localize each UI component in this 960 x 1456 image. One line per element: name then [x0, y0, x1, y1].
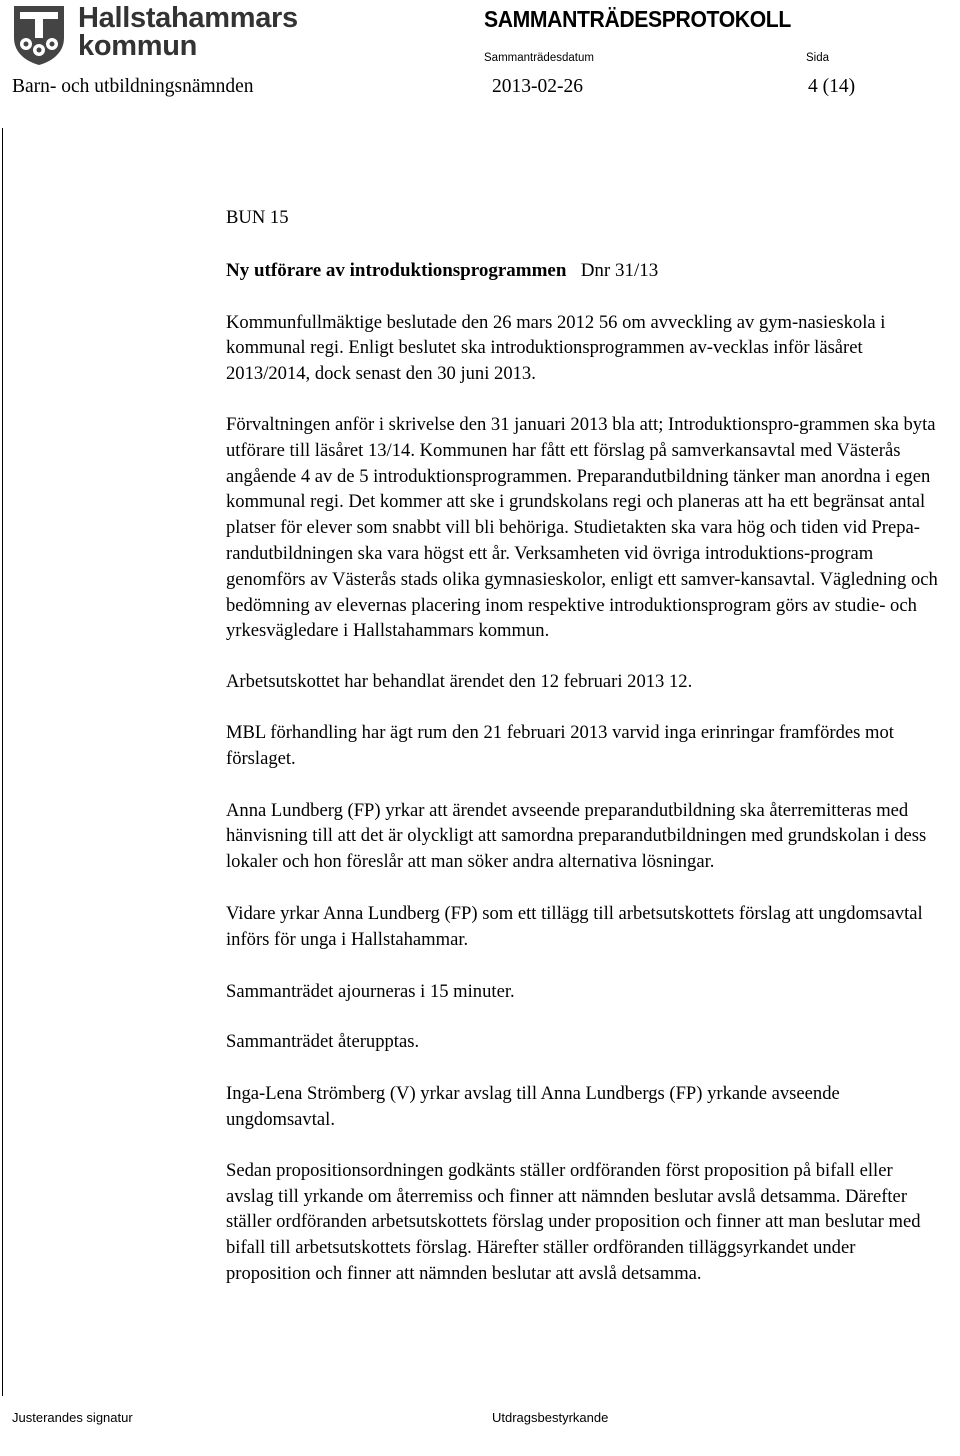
margin-rule	[2, 128, 3, 1396]
meeting-date: 2013-02-26	[492, 76, 583, 97]
logo-wordmark	[78, 4, 298, 60]
paragraph: Förvaltningen anför i skrivelse den 31 januari 2013 bla att; Introduktionspro-grammen ska byta utförare till läsåret 13/14. Kommunen har fått ett förslag på samverkansavtal med Västerås angående 4 av de 5 introduktionsprogrammen. Preparandutbildning tänker man anordna i egen kommunal regi. Det kommer att ske i grundskolans regi och planeras att ha ett begränsat antal platser för elever som snabbt vill bli behöriga. Studietakten ska vara hög och tiden vid Prepa-randutbildningen ska vara högst ett år. Verksamheten vid övriga introduktions-program genomförs av Västerås stads olika gymnasieskolor, enligt ett samver-kansavtal. Vägledning och bedömning av elevernas placering inom respektive introduktionsprogram görs av studie- och yrkesvägledare i Hallstahammars kommun.	[226, 413, 938, 642]
item-dnr: Dnr 31/13	[580, 259, 659, 281]
paragraph: Sedan propositionsordningen godkänts ställer ordföranden först proposition på bifall eller avslag till yrkande om återremiss och finner att nämnden beslutar avslå detsamma. Därefter ställer ordföranden arbetsutskottets förslag under proposition och finner att man beslutar med bifall till arbetsutskottets förslag. Härefter ställer ordföranden tilläggsyrkandet under proposition och finner att nämnden beslutar att avslå detsamma.	[226, 1159, 921, 1284]
municipality-logo	[10, 2, 298, 68]
coat-of-arms-icon	[10, 4, 68, 66]
footer-certification-label: Utdragsbestyrkande	[492, 1410, 609, 1425]
logo-line-1: Hallstahammars	[78, 2, 298, 34]
paragraph: Arbetsutskottet har behandlat ärendet den 12 februari 2013 12.	[226, 671, 693, 693]
footer-signature-label: Justerandes signatur	[12, 1410, 133, 1425]
logo-line-2: kommun	[78, 30, 198, 62]
paragraph: Anna Lundberg (FP) yrkar att ärendet avseende preparandutbildning ska återremitteras med hänvisning till att det är olyckligt att samordna preparandutbildningen med grundskolan i dess lokaler och hon föreslår att man söker andra alternativa lösningar.	[226, 799, 927, 873]
paragraph: Sammanträdet ajourneras i 15 minuter.	[226, 980, 515, 1002]
page-number: 4 (14)	[808, 76, 856, 97]
meeting-date-label: Sammanträdesdatum	[484, 52, 594, 64]
paragraph: Vidare yrkar Anna Lundberg (FP) som ett tillägg till arbetsutskottets förslag att ungdomsavtal införs för unga i Hallstahammar.	[226, 902, 923, 950]
paragraph: Sammanträdet återupptas.	[226, 1031, 420, 1053]
paragraph: MBL förhandling har ägt rum den 21 februari 2013 varvid inga erinringar framfördes mot förslaget.	[226, 721, 894, 769]
item-title: Ny utförare av introduktionsprogrammen	[226, 259, 567, 281]
paragraph: Inga-Lena Strömberg (V) yrkar avslag till Anna Lundbergs (FP) yrkande avseende ungdomsavtal.	[226, 1083, 840, 1130]
item-heading	[226, 258, 938, 284]
protocol-body	[226, 205, 938, 1287]
paragraph: Kommunfullmäktige beslutade den 26 mars 2012 56 om avveckling av gym-nasieskola i kommunal regi. Enligt beslutet ska introduktionsprogrammen av-vecklas inför läsåret 2013/2014, dock senast den 30 juni 2013.	[226, 311, 886, 385]
item-number: BUN 15	[226, 207, 289, 228]
document-type: SAMMANTRÄDESPROTOKOLL	[484, 6, 791, 32]
page-label: Sida	[806, 52, 830, 64]
board-name: Barn- och utbildningsnämnden	[12, 76, 254, 97]
